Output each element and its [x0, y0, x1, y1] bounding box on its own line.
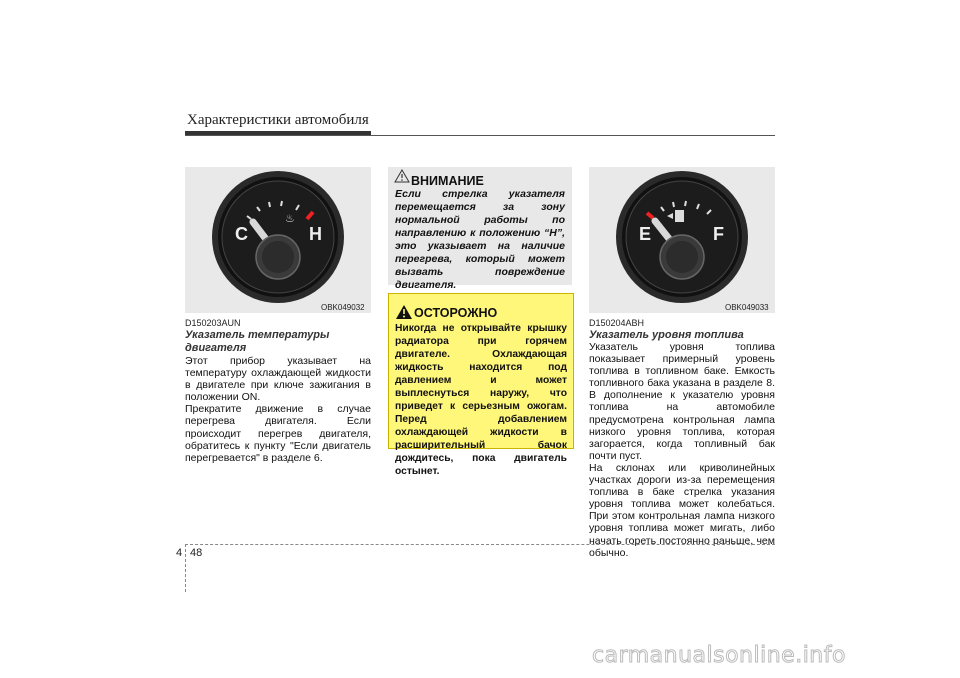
caution-text: Никогда не открывайте крышку радиатора при горячем двигателе. Охлаждающая жидкость находится под давлением и может выплеснуться наружу, что приведет к серьезным ожогам. Перед добавлением охлаждающей жидкости в расширительный бачок дождитесь, пока двигатель остынет. — [395, 323, 567, 477]
right-section-code: D150204ABH — [589, 318, 645, 328]
right-paragraph: Указатель уровня топлива показывает примерный уровень топлива в топливном баке. Емкость топливного бака указана в разделе 8. В дополнение к указателю уровня топлива на автомобиле предусмотрена контрольная лампа низкого уровня топлива, которая загорается, когда топливный бак почти пуст. — [589, 341, 775, 462]
left-section-code: D150203AUN — [185, 318, 241, 328]
page-number: 48 — [190, 547, 203, 559]
caution-triangle-icon — [396, 305, 412, 319]
caution-box — [388, 293, 574, 477]
page-header-title: Характеристики автомобиля — [187, 112, 369, 128]
left-body-text — [185, 355, 371, 464]
gauge-label-e: E — [639, 224, 652, 244]
fuel-gauge-icon — [589, 167, 775, 313]
gauge-label-f: F — [713, 224, 724, 244]
warning-text: Если стрелка указателя перемещается за зону нормальной работы по направлению к положению “H”, это указывает на наличие перегрева, который может вызвать повреждение двигателя. — [395, 188, 565, 291]
left-paragraph: Прекратите движение в случае перегрева двигателя. Если происходит перегрев двигателя, обратитесь к пункту "Если двигатель перегревается" в разделе 6. — [185, 403, 371, 464]
right-subtitle: Указатель уровня топлива — [589, 329, 744, 341]
gauge-label-c: C — [235, 224, 248, 244]
warning-triangle-icon — [394, 169, 410, 183]
svg-text:♨: ♨ — [285, 212, 295, 225]
footer-vertical-rule — [185, 544, 187, 592]
watermark: carmanualsonline.info — [592, 643, 846, 668]
left-image-caption: OBK049032 — [321, 303, 365, 312]
header-rule — [185, 135, 775, 136]
temperature-gauge-icon — [185, 167, 371, 313]
warning-title: ВНИМАНИЕ — [411, 174, 484, 188]
warning-box — [388, 167, 572, 291]
section-number: 4 — [176, 547, 183, 559]
temperature-gauge-figure — [185, 167, 371, 313]
right-paragraph: На склонах или криволинейных участках дороги из-за перемещения топлива в баке стрелка указания уровня топлива может колебаться. При этом контрольная лампа низкого уровня топлива может мигать, либо начать гореть постоянно раньше, чем обычно. — [589, 461, 775, 559]
caution-title: ОСТОРОЖНО — [414, 306, 498, 320]
left-paragraph: Этот прибор указывает на температуру охлаждающей жидкости в двигателе при ключе зажигания в положении ON. — [185, 355, 371, 404]
gauge-label-h: H — [309, 224, 322, 244]
footer-rule — [185, 544, 775, 546]
left-subtitle: Указатель температуры двигателя — [185, 329, 330, 354]
right-body-text — [589, 341, 775, 559]
fuel-gauge-figure — [589, 167, 775, 313]
right-image-caption: OBK049033 — [725, 303, 769, 312]
